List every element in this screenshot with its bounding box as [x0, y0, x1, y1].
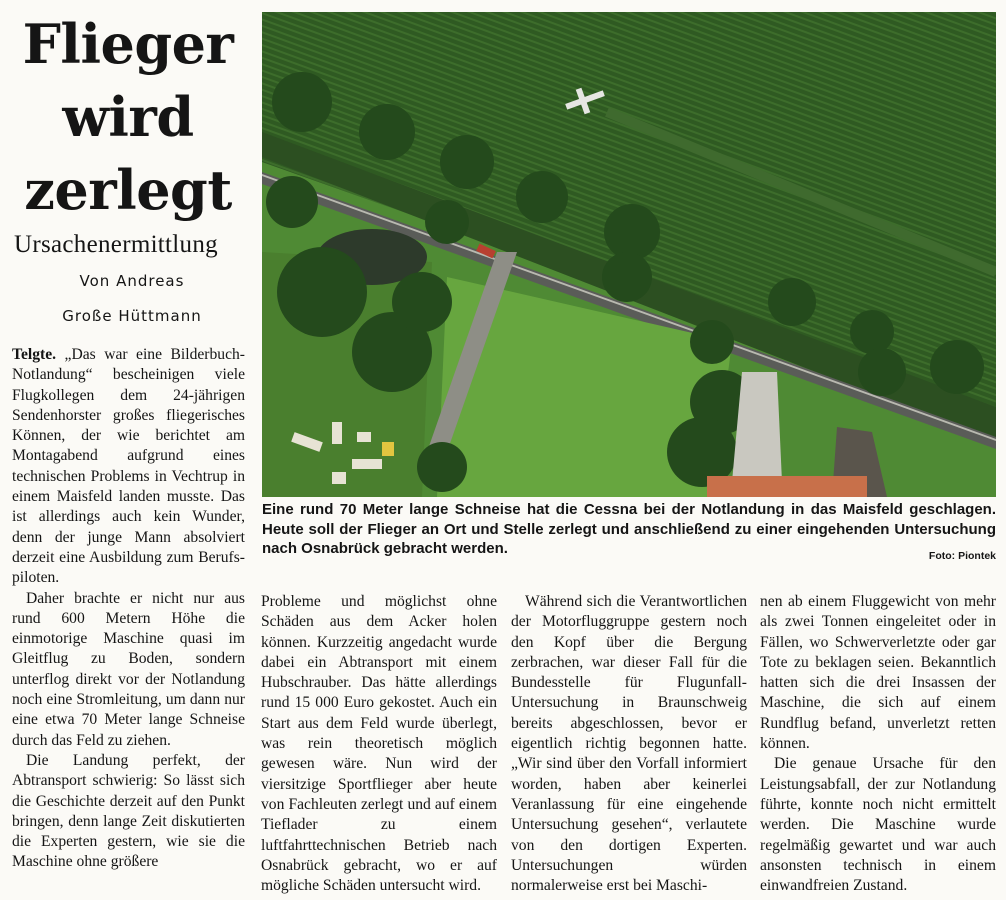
text-column-2: [261, 592, 497, 896]
paragraph: nen ab einem Fluggewicht von mehr als zwei Tonnen eingeleitet oder in Fällen, wo Schwerverletzte oder gar Tote zu beklagen seien. Bekanntlich hatten sich die drei Insassen der Maschine, die sich auf einem Rundflug befand, unverletzt retten können.: [760, 593, 996, 753]
paragraph: Während sich die Verantwortlichen der Motorfluggruppe gestern noch den Kopf über die Bergung zerbrachen, war dieser Fall für die Bundesstelle für Flugunfall-Untersuchung in Braunschweig bereits abgeschlossen, bevor er eigentlich richtig begonnen hatte. „Wir sind über den Vorfall informiert worden, haben aber keinerlei Veranlassung für eine eingehende Untersuchung gesehen“, verlautete von den dortigen Experten. Untersuchungen würden normalerweise erst bei Maschi-: [511, 593, 747, 895]
text-column-4: [760, 592, 996, 896]
aerial-photo-drawing: [262, 12, 996, 497]
paragraph: [12, 345, 245, 589]
dateline: Telgte.: [12, 346, 57, 363]
photo-caption: Eine rund 70 Meter lange Schneise hat die Cessna bei der Notlandung in das Maisfeld geschlagen. Heute soll der Flieger an Ort und Stelle zerlegt und anschließend zu einer eingehenden Untersuchung nach Osnabrück gebracht werden.: [262, 501, 996, 557]
house-roof: [707, 476, 867, 497]
paragraph: Daher brachte er nicht nur aus rund 600 Metern Höhe die einmotorige Maschine quasi im Gleitflug zu Boden, sondern unterflog direkt vor der Notlandung noch eine Stromleitung, um dann nur eine etwa 70 Meter lange Schneise durch das Feld zu ziehen.: [12, 589, 245, 749]
headline-line-2: wird: [62, 85, 194, 149]
paragraph: Die genaue Ursache für den Leistungsabfall, der zur Notlandung führte, konnte noch nicht ermittelt werden. Die Maschine wurde regelmäßig gewartet und war auch ansonsten technisch in einem einwandfreien Zustand.: [760, 755, 996, 895]
headline-line-3: zerlegt: [24, 158, 232, 222]
byline-line-1: Von Andreas: [79, 272, 185, 290]
aerial-photo: [262, 12, 996, 497]
paragraph-text: „Das war eine Bilderbuch-Notlandung“ bescheinigen viele Flugkollegen dem 24-jährigen Sendenhorster großes fliegerisches Können, der wie berichtet am Montagabend aufgrund eines technischen Problems in Vechtrup in einem Maisfeld landen musste. Das ist allerdings auch kein Wunder, denn der junge Mann absolviert derzeit eine Ausbildung zum Berufspiloten.: [12, 346, 245, 587]
subheadline: Ursachenermittlung: [14, 231, 218, 258]
headline: [8, 8, 248, 227]
paragraph: Die Landung perfekt, der Abtransport schwierig: So lässt sich die Geschichte derzeit auf den Punkt bringen, denn lange Zeit diskutierten die Experten gestern, wie sie die Maschine ohne größere: [12, 751, 245, 871]
text-column-1: [12, 345, 245, 873]
text-column-3: [511, 592, 747, 896]
paragraph: Probleme und möglichst ohne Schäden aus dem Acker holen können. Kurzzeitig angedacht wurde dabei ein Abtransport mit einem Hubschrauber. Das hätte allerdings rund 15 000 Euro gekostet. Auch ein Start aus dem Feld wurde überlegt, was rein theoretisch möglich gewesen wäre. Nun wird der viersitzige Sportflieger aber heute von Fachleuten zerlegt und auf einem Tieflader zu einem luftfahrttechnischen Betrieb nach Osnabrück gebracht, wo er auf mögliche Schäden untersucht wird.: [261, 593, 497, 895]
headline-line-1: Flieger: [22, 12, 234, 76]
photo-credit: Foto: Piontek: [928, 550, 996, 562]
byline-line-2: Große Hüttmann: [62, 307, 202, 325]
